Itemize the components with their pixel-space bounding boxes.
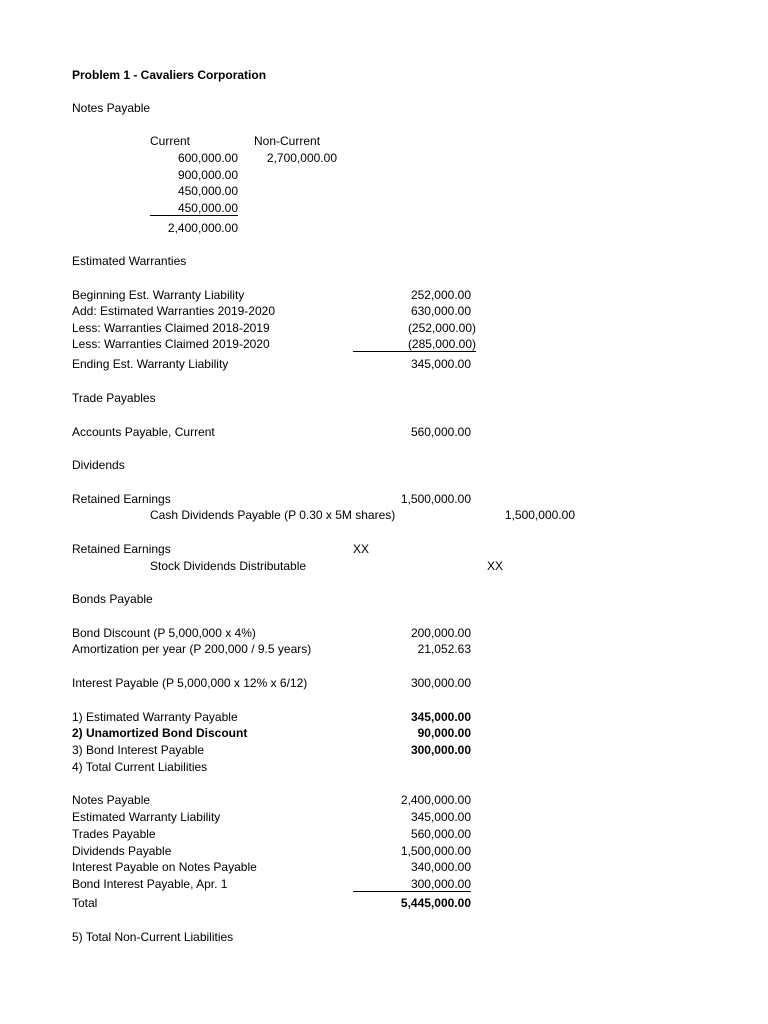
entry2-credit-label: Stock Dividends Distributable bbox=[150, 559, 307, 573]
answer-2-label: 2) Unamortized Bond Discount bbox=[72, 726, 248, 740]
bonds-heading: Bonds Payable bbox=[72, 592, 153, 606]
warranty-ending-label: Ending Est. Warranty Liability bbox=[72, 357, 229, 371]
warranty-row-label: Less: Warranties Claimed 2018-2019 bbox=[72, 321, 270, 335]
warranty-row-value: 630,000.00 bbox=[410, 304, 471, 318]
current-note-1: 600,000.00 bbox=[177, 151, 238, 165]
liability-row-value: 560,000.00 bbox=[410, 827, 471, 841]
warranty-row-label: Less: Warranties Claimed 2019-2020 bbox=[72, 337, 270, 351]
notes-payable-heading: Notes Payable bbox=[72, 101, 151, 115]
liability-row-value: 1,500,000.00 bbox=[400, 844, 471, 858]
liability-row-value: 300,000.00 bbox=[353, 877, 471, 892]
warranty-row-value: (252,000.00) bbox=[407, 321, 476, 335]
answer-5-label: 5) Total Non-Current Liabilities bbox=[72, 930, 234, 944]
current-note-2: 900,000.00 bbox=[177, 168, 238, 182]
warranty-row-label: Add: Estimated Warranties 2019-2020 bbox=[72, 304, 275, 318]
answer-3-value: 300,000.00 bbox=[410, 743, 471, 757]
liabilities-total-value: 5,445,000.00 bbox=[400, 896, 471, 910]
accounts-payable-label: Accounts Payable, Current bbox=[72, 425, 215, 439]
answer-1-label: 1) Estimated Warranty Payable bbox=[72, 710, 238, 724]
warranty-ending-value: 345,000.00 bbox=[410, 357, 471, 371]
liability-row-label: Dividends Payable bbox=[72, 844, 172, 858]
answer-2-value: 90,000.00 bbox=[417, 726, 471, 740]
answer-3-label: 3) Bond Interest Payable bbox=[72, 743, 205, 757]
trade-heading: Trade Payables bbox=[72, 391, 156, 405]
dividends-heading: Dividends bbox=[72, 458, 125, 472]
current-notes-total: 2,400,000.00 bbox=[167, 221, 238, 235]
liability-row-value: 340,000.00 bbox=[410, 860, 471, 874]
entry2-credit-value: XX bbox=[487, 559, 504, 573]
current-note-4: 450,000.00 bbox=[150, 201, 238, 216]
entry1-debit-value: 1,500,000.00 bbox=[400, 492, 471, 506]
answer-4-label: 4) Total Current Liabilities bbox=[72, 760, 208, 774]
liability-row-label: Interest Payable on Notes Payable bbox=[72, 860, 257, 874]
entry2-debit-value: XX bbox=[353, 542, 370, 556]
warranty-row-label: Beginning Est. Warranty Liability bbox=[72, 288, 245, 302]
entry2-debit-label: Retained Earnings bbox=[72, 542, 171, 556]
liability-row-label: Trades Payable bbox=[72, 827, 156, 841]
entry1-credit-value: 1,500,000.00 bbox=[504, 508, 575, 522]
bond-discount-value: 200,000.00 bbox=[410, 626, 471, 640]
accounts-payable-value: 560,000.00 bbox=[410, 425, 471, 439]
amortization-value: 21,052.63 bbox=[417, 642, 471, 656]
amortization-label: Amortization per year (P 200,000 / 9.5 years) bbox=[72, 642, 312, 656]
liability-row-value: 2,400,000.00 bbox=[400, 793, 471, 807]
col-current-header: Current bbox=[150, 134, 191, 148]
current-note-3: 450,000.00 bbox=[177, 184, 238, 198]
interest-payable-label: Interest Payable (P 5,000,000 x 12% x 6/12) bbox=[72, 676, 308, 690]
col-noncurrent-header: Non-Current bbox=[254, 134, 321, 148]
warranty-row-value: (285,000.00) bbox=[353, 337, 476, 352]
entry1-credit-label: Cash Dividends Payable (P 0.30 x 5M shares) bbox=[150, 508, 396, 522]
warranty-row-value: 252,000.00 bbox=[410, 288, 471, 302]
liability-row-value: 345,000.00 bbox=[410, 810, 471, 824]
liability-row-label: Bond Interest Payable, Apr. 1 bbox=[72, 877, 228, 891]
entry1-debit-label: Retained Earnings bbox=[72, 492, 171, 506]
page-title: Problem 1 - Cavaliers Corporation bbox=[72, 68, 267, 82]
bond-discount-label: Bond Discount (P 5,000,000 x 4%) bbox=[72, 626, 256, 640]
liability-row-label: Notes Payable bbox=[72, 793, 151, 807]
interest-payable-value: 300,000.00 bbox=[410, 676, 471, 690]
liabilities-total-label: Total bbox=[72, 896, 98, 910]
warranties-heading: Estimated Warranties bbox=[72, 254, 187, 268]
liability-row-label: Estimated Warranty Liability bbox=[72, 810, 221, 824]
answer-1-value: 345,000.00 bbox=[410, 710, 471, 724]
noncurrent-note: 2,700,000.00 bbox=[266, 151, 337, 165]
